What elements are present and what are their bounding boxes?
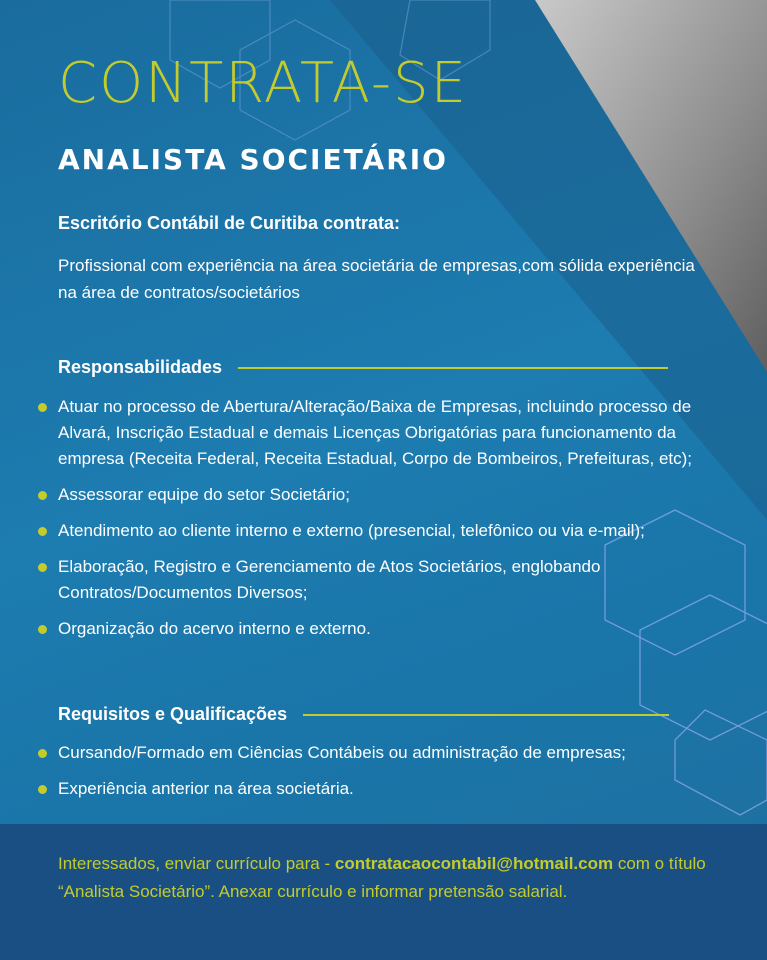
requirements-heading-label: Requisitos e Qualificações bbox=[58, 704, 288, 724]
bullet-icon bbox=[38, 563, 47, 572]
position-title: ANALISTA SOCIETÁRIO bbox=[58, 143, 448, 176]
intro-text: Profissional com experiência na área societária de empresas,com sólida experiência na área de contratos/societários bbox=[58, 256, 695, 302]
list-item-text: Organização do acervo interno e externo. bbox=[58, 619, 371, 638]
list-item-text: Experiência anterior na área societária. bbox=[58, 779, 354, 798]
footer-bar bbox=[0, 824, 767, 960]
footer-text-before: Interessados, enviar currículo para - bbox=[58, 854, 335, 873]
heading-divider bbox=[238, 367, 668, 369]
list-item bbox=[38, 776, 718, 802]
list-item bbox=[38, 394, 718, 472]
responsibilities-heading-label: Responsabilidades bbox=[58, 357, 223, 377]
bullet-icon bbox=[38, 749, 47, 758]
responsibilities-list bbox=[38, 394, 718, 652]
bullet-icon bbox=[38, 527, 47, 536]
bullet-icon bbox=[38, 403, 47, 412]
footer-text-after: com o título “Analista Societário”. Anexar currículo e informar pretensão salarial. bbox=[58, 854, 706, 901]
list-item-text: Cursando/Formado em Ciências Contábeis ou administração de empresas; bbox=[58, 743, 626, 762]
footer-text bbox=[58, 850, 708, 906]
requirements-heading bbox=[58, 704, 669, 725]
list-item bbox=[38, 482, 718, 508]
list-item-text: Atendimento ao cliente interno e externo (presencial, telefônico ou via e-mail); bbox=[58, 521, 645, 540]
intro-heading: Escritório Contábil de Curitiba contrata: bbox=[58, 213, 401, 233]
bullet-icon bbox=[38, 491, 47, 500]
headline: CONTRATA-SE bbox=[58, 51, 468, 116]
list-item-text: Elaboração, Registro e Gerenciamento de Atos Societários, englobando Contratos/Documentos Diversos; bbox=[58, 557, 601, 602]
list-item-text: Assessorar equipe do setor Societário; bbox=[58, 485, 350, 504]
responsibilities-heading bbox=[58, 357, 668, 378]
list-item bbox=[38, 740, 718, 766]
bullet-icon bbox=[38, 785, 47, 794]
bullet-icon bbox=[38, 625, 47, 634]
list-item bbox=[38, 554, 718, 606]
list-item bbox=[38, 616, 718, 642]
requirements-list bbox=[38, 740, 718, 812]
heading-divider bbox=[303, 714, 669, 716]
contact-email[interactable]: contratacaocontabil@hotmail.com bbox=[334, 854, 614, 873]
list-item bbox=[38, 518, 718, 544]
list-item-text: Atuar no processo de Abertura/Alteração/Baixa de Empresas, incluindo processo de Alvará, Inscrição Estadual e demais Licenças Obrigatórias para funcionamento da empresa (Receita Federal, Receita Estadual, Corpo de Bombeiros, Prefeituras, etc); bbox=[58, 397, 693, 468]
